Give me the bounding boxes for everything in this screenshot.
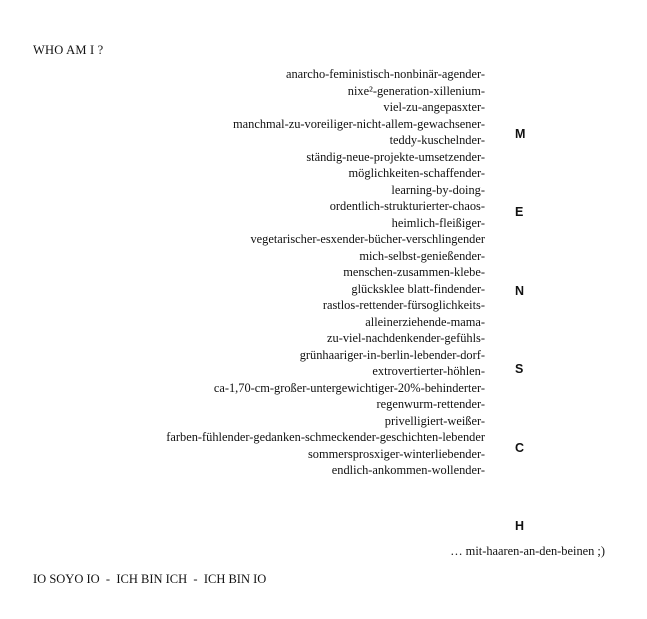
poem-line: manchmal-zu-voreiliger-nicht-allem-gewachsener- bbox=[232, 116, 485, 131]
poem-line: zu-viel-nachdenkender-gefühls- bbox=[327, 331, 485, 345]
poem-line: teddy-kuschelnder- bbox=[389, 133, 485, 147]
poem-line: extrovertierter-höhlen- bbox=[372, 364, 485, 378]
poem-line: rastlos-rettender-fürsoglichkeits- bbox=[322, 298, 485, 312]
poem-line: vegetarischer-esxender-bücher-verschlingender bbox=[250, 232, 485, 246]
poem-line: grünhaariger-in-berlin-lebender-dorf- bbox=[299, 347, 485, 362]
vertical-letter-m: M bbox=[515, 127, 526, 141]
poem-line: ständig-neue-projekte-umsetzender- bbox=[306, 149, 485, 164]
tagline: … mit-haaren-an-den-beinen ;) bbox=[450, 544, 605, 558]
poem-line: sommersprosxiger-winterliebender- bbox=[307, 446, 485, 461]
poem-line: ca-1,70-cm-großer-untergewichtiger-20%-behinderter- bbox=[213, 380, 485, 395]
poem-line: regenwurm-rettender- bbox=[376, 397, 485, 411]
poem-line: möglichkeiten-schaffender- bbox=[348, 166, 485, 180]
poem-line: privelligiert-weißer- bbox=[384, 413, 485, 428]
poem-line: nixe²-generation-xillenium- bbox=[347, 83, 485, 98]
poem-title: WHO AM I ? bbox=[33, 43, 104, 57]
poem-line: ordentlich-strukturierter-chaos- bbox=[329, 199, 485, 213]
poem-line: anarcho-feministisch-nonbinär-agender- bbox=[285, 67, 485, 81]
poem-line: endlich-ankommen-wollender- bbox=[331, 463, 485, 477]
vertical-letter-c: C bbox=[515, 441, 525, 455]
poem-line: glücksklee blatt-findender- bbox=[351, 281, 485, 296]
poem-line: menschen-zusammen-klebe- bbox=[343, 265, 485, 279]
vertical-letter-s: S bbox=[515, 362, 524, 376]
poem-line: alleinerziehende-mama- bbox=[365, 314, 485, 329]
poem-lines bbox=[166, 66, 485, 479]
poem-line: mich-selbst-genießender- bbox=[359, 248, 485, 263]
poem-line: farben-fühlender-gedanken-schmeckender-geschichten-lebender bbox=[166, 430, 485, 444]
poem-line: viel-zu-angepasxter- bbox=[383, 100, 485, 114]
poem-line: heimlich-fleißiger- bbox=[391, 215, 485, 230]
vertical-letter-n: N bbox=[515, 284, 525, 298]
vertical-letter-h: H bbox=[515, 519, 525, 533]
poem-line: learning-by-doing- bbox=[391, 182, 485, 197]
vertical-letter-e: E bbox=[515, 205, 524, 219]
footer-motto: IO SOYO IO - ICH BIN ICH - ICH BIN IO bbox=[33, 572, 267, 586]
